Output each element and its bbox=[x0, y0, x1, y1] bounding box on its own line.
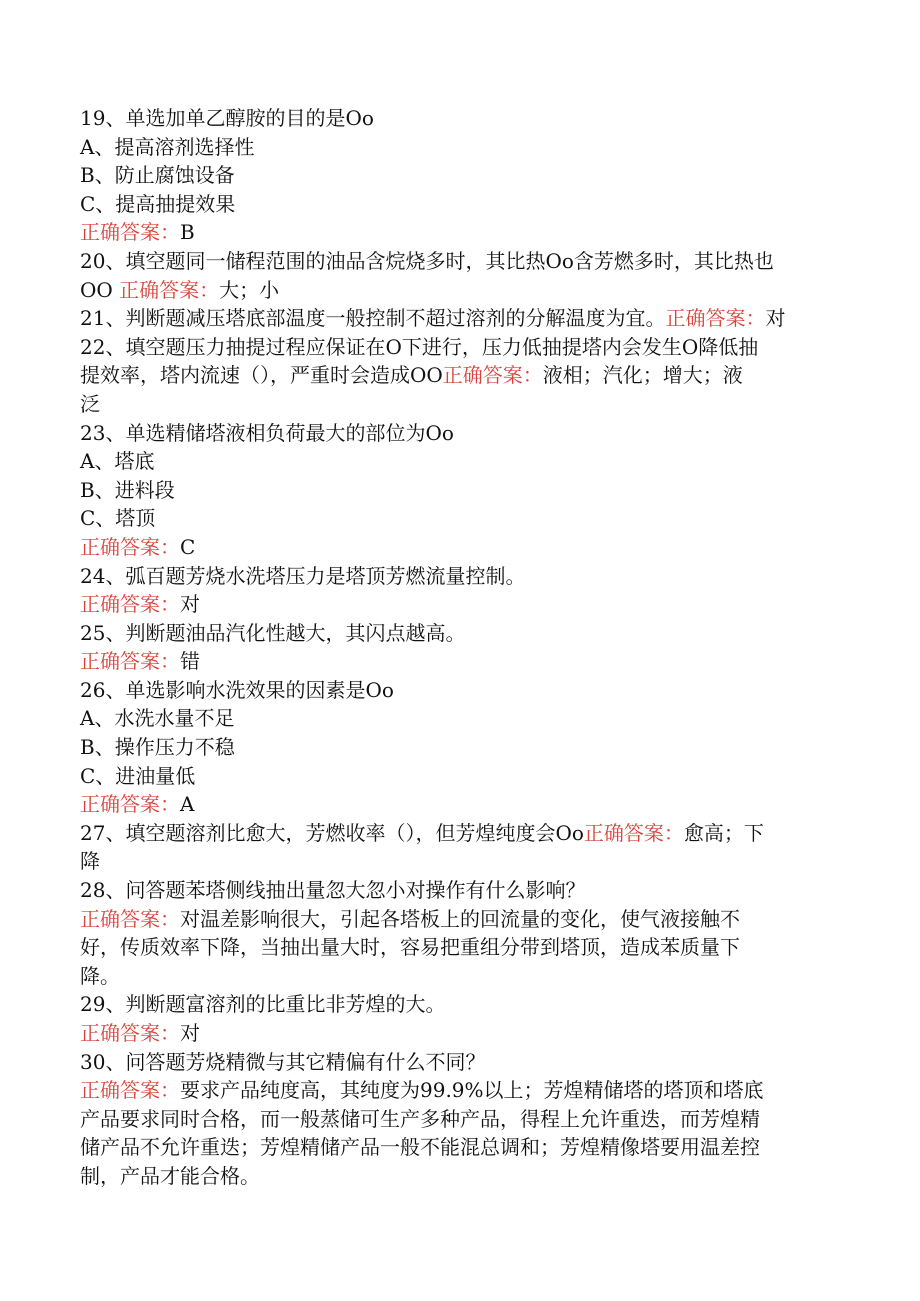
question-30-answer-line-4: 制，产品才能合格。 bbox=[80, 1163, 260, 1188]
answer-label: 正确答案： bbox=[80, 906, 180, 931]
answer-label: 正确答案： bbox=[583, 820, 684, 845]
question-26-option-a: A、水洗水量不足 bbox=[80, 706, 235, 731]
answer-value: 错 bbox=[180, 649, 200, 674]
question-19-option-b: B、防止腐蚀设备 bbox=[80, 163, 235, 188]
answer-value: 液相；汽化；增大；液 bbox=[542, 363, 743, 388]
question-25-stem: 25、判断题油品汽化性越大，其闪点越高。 bbox=[80, 620, 466, 645]
question-28-stem: 28、问答题苯塔侧线抽出量忽大忽小对操作有什么影响？ bbox=[80, 878, 586, 903]
answer-label: 正确答案： bbox=[665, 306, 766, 331]
question-30-stem: 30、问答题芳烧精微与其它精偏有什么不同？ bbox=[80, 1049, 486, 1074]
question-30-answer-line-1 bbox=[80, 1076, 832, 1105]
question-24-stem: 24、弧百题芳烧水洗塔压力是塔顶芳燃流量控制。 bbox=[80, 563, 526, 588]
answer-value: 大；小 bbox=[219, 277, 280, 302]
question-19-option-a: A、提高溶剂选择性 bbox=[80, 134, 255, 159]
question-27-answer-tail: 降 bbox=[80, 849, 100, 874]
question-22-answer-tail: 泛 bbox=[80, 391, 100, 416]
answer-label: 正确答案： bbox=[119, 277, 220, 302]
exam-document bbox=[80, 104, 832, 1191]
answer-value: A bbox=[180, 792, 195, 817]
question-26-option-c: C、进油量低 bbox=[80, 763, 196, 788]
question-29-answer bbox=[80, 1019, 832, 1048]
question-23-option-c: C、塔顶 bbox=[80, 506, 156, 531]
question-19-stem: 19、单选加单乙醇胺的目的是Oo bbox=[80, 106, 374, 130]
question-26-answer bbox=[80, 790, 832, 819]
question-22-stem-line-2 bbox=[80, 361, 832, 390]
question-23-option-a: A、塔底 bbox=[80, 449, 155, 474]
answer-label: 正确答案： bbox=[80, 649, 180, 674]
question-25-answer bbox=[80, 647, 832, 676]
answer-value: 对 bbox=[180, 1021, 200, 1045]
question-20-stem-line-2 bbox=[80, 276, 832, 305]
answer-label: 正确答案： bbox=[80, 534, 180, 559]
question-23-option-b: B、进料段 bbox=[80, 477, 175, 502]
answer-value: 对温差影响很大，引起各塔板上的回流量的变化，使气液接触不 bbox=[180, 906, 740, 931]
question-29-stem: 29、判断题富溶剂的比重比非芳煌的大。 bbox=[80, 992, 446, 1017]
answer-value: C bbox=[180, 534, 196, 559]
answer-label: 正确答案： bbox=[80, 592, 180, 617]
question-21-stem bbox=[80, 304, 832, 333]
answer-value: 对 bbox=[765, 306, 786, 331]
question-20-stem-tail: OO bbox=[80, 277, 113, 302]
question-22-stem-tail: 提效率，塔内流速（），严重时会造成OO bbox=[80, 363, 443, 388]
question-24-answer bbox=[80, 590, 832, 619]
question-26-stem: 26、单选影响水洗效果的因素是Oo bbox=[80, 677, 394, 702]
question-30-answer-line-2: 产品要求同时合格，而一般蒸储可生产多种产品，得程上允许重迭，而芳煌精 bbox=[80, 1106, 760, 1131]
answer-value: B bbox=[180, 220, 195, 245]
question-21-stem-text: 21、判断题减压塔底部温度一般控制不超过溶剂的分解温度为宜。 bbox=[80, 306, 666, 331]
question-26-option-b: B、操作压力不稳 bbox=[80, 735, 235, 760]
question-19-option-c: C、提高抽提效果 bbox=[80, 191, 236, 216]
question-22-stem-line-1: 22、填空题压力抽提过程应保证在O下进行，压力低抽提塔内会发生O降低抽 bbox=[80, 334, 759, 359]
question-23-answer bbox=[80, 533, 832, 562]
answer-label: 正确答案： bbox=[442, 363, 543, 388]
question-28-answer-line-2: 好，传质效率下降，当抽出量大时，容易把重组分带到塔顶，造成苯质量下 bbox=[80, 935, 740, 960]
question-28-answer-line-1 bbox=[80, 905, 832, 934]
question-27-stem-text: 27、填空题溶剂比愈大，芳燃收率（），但芳煌纯度会Oo bbox=[80, 820, 584, 845]
answer-label: 正确答案： bbox=[80, 1021, 180, 1045]
answer-label: 正确答案： bbox=[80, 792, 180, 817]
answer-value: 愈高；下 bbox=[683, 820, 764, 845]
answer-value: 要求产品纯度高，其纯度为99.9%以上；芳煌精储塔的塔顶和塔底 bbox=[180, 1078, 764, 1103]
answer-value: 对 bbox=[180, 592, 200, 617]
question-23-stem: 23、单选精储塔液相负荷最大的部位为Oo bbox=[80, 420, 454, 445]
question-19-answer bbox=[80, 218, 832, 247]
answer-label: 正确答案： bbox=[80, 220, 180, 245]
question-20-stem-line-1: 20、填空题同一储程范围的油品含烷烧多时，其比热Oo含芳燃多时，其比热也 bbox=[80, 248, 774, 273]
question-27-stem bbox=[80, 819, 832, 848]
question-28-answer-line-3: 降。 bbox=[80, 963, 120, 988]
answer-label: 正确答案： bbox=[80, 1078, 180, 1103]
question-30-answer-line-3: 储产品不允许重迭；芳煌精储产品一般不能混总调和；芳煌精像塔要用温差控 bbox=[80, 1135, 760, 1160]
